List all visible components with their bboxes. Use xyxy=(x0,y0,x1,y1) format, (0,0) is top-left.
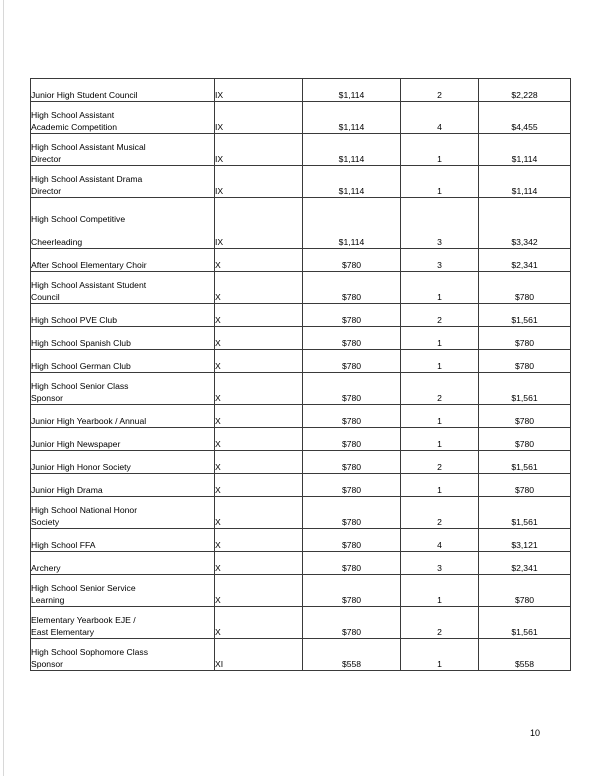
table-row xyxy=(31,79,571,102)
cell-activity xyxy=(31,451,215,474)
cell-total: $3,342 xyxy=(479,198,571,249)
cell-rate: $1,114 xyxy=(303,166,401,198)
activity-line: Archery xyxy=(31,562,61,573)
table-row xyxy=(31,529,571,552)
cell-activity xyxy=(31,474,215,497)
cell-rate: $1,114 xyxy=(303,134,401,166)
cell-activity xyxy=(31,575,215,607)
cell-level: X xyxy=(215,497,303,529)
cell-rate: $780 xyxy=(303,552,401,575)
cell-count: 1 xyxy=(401,166,479,198)
cell-count: 3 xyxy=(401,198,479,249)
table-row xyxy=(31,575,571,607)
cell-level: X xyxy=(215,575,303,607)
cell-total: $558 xyxy=(479,639,571,671)
activity-line: High School PVE Club xyxy=(31,314,117,325)
cell-count: 2 xyxy=(401,607,479,639)
cell-rate: $780 xyxy=(303,428,401,451)
activity-line: High School National Honor xyxy=(31,505,138,516)
cell-rate: $780 xyxy=(303,373,401,405)
cell-activity xyxy=(31,304,215,327)
cell-activity xyxy=(31,497,215,529)
cell-total: $780 xyxy=(479,474,571,497)
activity-line: High School Competitive xyxy=(31,214,126,225)
activity-line: Junior High Yearbook / Annual xyxy=(31,415,147,426)
activity-line: East Elementary xyxy=(31,626,95,637)
cell-activity xyxy=(31,79,215,102)
cell-level: X xyxy=(215,451,303,474)
cell-total: $780 xyxy=(479,428,571,451)
cell-level: XI xyxy=(215,639,303,671)
cell-level: X xyxy=(215,249,303,272)
cell-rate: $780 xyxy=(303,249,401,272)
cell-count: 2 xyxy=(401,304,479,327)
activity-line: Academic Competition xyxy=(31,121,117,132)
activity-line: High School FFA xyxy=(31,539,96,550)
cell-activity xyxy=(31,607,215,639)
cell-activity xyxy=(31,428,215,451)
table-row xyxy=(31,198,571,249)
cell-activity xyxy=(31,327,215,350)
cell-level: X xyxy=(215,428,303,451)
activity-line: Society xyxy=(31,516,60,527)
activity-line: Junior High Student Council xyxy=(31,89,138,100)
cell-rate: $780 xyxy=(303,607,401,639)
table-row xyxy=(31,451,571,474)
activity-line: High School Senior Service xyxy=(31,583,136,594)
cell-level: X xyxy=(215,272,303,304)
cell-level: X xyxy=(215,474,303,497)
cell-rate: $558 xyxy=(303,639,401,671)
cell-level: X xyxy=(215,350,303,373)
cell-total: $1,561 xyxy=(479,373,571,405)
cell-total: $780 xyxy=(479,405,571,428)
cell-count: 3 xyxy=(401,552,479,575)
cell-rate: $780 xyxy=(303,575,401,607)
cell-rate: $1,114 xyxy=(303,79,401,102)
cell-rate: $780 xyxy=(303,529,401,552)
cell-activity xyxy=(31,373,215,405)
cell-count: 1 xyxy=(401,428,479,451)
table-row xyxy=(31,327,571,350)
table-row xyxy=(31,405,571,428)
page-number-value: 10 xyxy=(529,728,540,738)
activity-line: Sponsor xyxy=(31,392,64,403)
activity-line: Director xyxy=(31,153,62,164)
cell-activity xyxy=(31,249,215,272)
cell-count: 2 xyxy=(401,497,479,529)
cell-rate: $1,114 xyxy=(303,198,401,249)
cell-rate: $780 xyxy=(303,405,401,428)
table-row xyxy=(31,428,571,451)
cell-level: X xyxy=(215,405,303,428)
activity-line: Director xyxy=(31,185,62,196)
cell-rate: $780 xyxy=(303,327,401,350)
activity-line: Junior High Newspaper xyxy=(31,438,121,449)
cell-rate: $780 xyxy=(303,451,401,474)
activity-line: High School Assistant xyxy=(31,110,115,121)
cell-total: $780 xyxy=(479,350,571,373)
cell-total: $780 xyxy=(479,575,571,607)
cell-total: $780 xyxy=(479,272,571,304)
extra-duty-stipend-table xyxy=(30,78,571,671)
cell-total: $2,228 xyxy=(479,79,571,102)
table-row xyxy=(31,134,571,166)
cell-rate: $780 xyxy=(303,272,401,304)
cell-rate: $780 xyxy=(303,304,401,327)
cell-count: 1 xyxy=(401,405,479,428)
cell-level: X xyxy=(215,552,303,575)
cell-total: $2,341 xyxy=(479,552,571,575)
cell-count: 1 xyxy=(401,134,479,166)
cell-count: 4 xyxy=(401,102,479,134)
cell-level: X xyxy=(215,529,303,552)
cell-activity xyxy=(31,639,215,671)
table-body xyxy=(31,79,571,671)
table-row xyxy=(31,272,571,304)
cell-level: X xyxy=(215,327,303,350)
activity-line: Cheerleading xyxy=(31,236,83,247)
cell-total: $3,121 xyxy=(479,529,571,552)
cell-level: IX xyxy=(215,198,303,249)
cell-count: 2 xyxy=(401,79,479,102)
cell-count: 1 xyxy=(401,639,479,671)
cell-rate: $1,114 xyxy=(303,102,401,134)
cell-activity xyxy=(31,552,215,575)
cell-count: 2 xyxy=(401,451,479,474)
table-row xyxy=(31,102,571,134)
cell-activity xyxy=(31,134,215,166)
activity-line: High School Assistant Student xyxy=(31,280,147,291)
cell-total: $1,114 xyxy=(479,166,571,198)
cell-activity xyxy=(31,405,215,428)
cell-count: 1 xyxy=(401,350,479,373)
cell-total: $2,341 xyxy=(479,249,571,272)
cell-level: X xyxy=(215,373,303,405)
cell-level: X xyxy=(215,607,303,639)
cell-rate: $780 xyxy=(303,350,401,373)
activity-line: High School Senior Class xyxy=(31,381,129,392)
cell-activity xyxy=(31,198,215,249)
cell-count: 1 xyxy=(401,327,479,350)
table-row xyxy=(31,552,571,575)
cell-level: IX xyxy=(215,134,303,166)
table-row xyxy=(31,249,571,272)
activity-line: Learning xyxy=(31,594,65,605)
activity-line: Sponsor xyxy=(31,658,64,669)
cell-activity xyxy=(31,102,215,134)
cell-count: 4 xyxy=(401,529,479,552)
cell-total: $1,114 xyxy=(479,134,571,166)
cell-activity xyxy=(31,166,215,198)
cell-level: IX xyxy=(215,102,303,134)
cell-total: $1,561 xyxy=(479,451,571,474)
cell-count: 1 xyxy=(401,575,479,607)
cell-count: 3 xyxy=(401,249,479,272)
table-row xyxy=(31,607,571,639)
table-row xyxy=(31,304,571,327)
cell-activity xyxy=(31,272,215,304)
cell-total: $780 xyxy=(479,327,571,350)
activity-line: After School Elementary Choir xyxy=(31,259,147,270)
activity-line: High School Spanish Club xyxy=(31,337,131,348)
cell-total: $1,561 xyxy=(479,304,571,327)
cell-level: IX xyxy=(215,166,303,198)
page-number-footer xyxy=(0,728,540,738)
cell-level: IX xyxy=(215,79,303,102)
activity-line: Junior High Drama xyxy=(31,484,103,495)
activity-line: Junior High Honor Society xyxy=(31,461,131,472)
cell-rate: $780 xyxy=(303,474,401,497)
activity-line: Elementary Yearbook EJE / xyxy=(31,615,136,626)
cell-total: $1,561 xyxy=(479,607,571,639)
cell-level: X xyxy=(215,304,303,327)
activity-line: High School Assistant Drama xyxy=(31,174,143,185)
table-row xyxy=(31,474,571,497)
cell-rate: $780 xyxy=(303,497,401,529)
cell-count: 1 xyxy=(401,272,479,304)
table-row xyxy=(31,639,571,671)
activity-line: High School Assistant Musical xyxy=(31,142,146,153)
cell-total: $1,561 xyxy=(479,497,571,529)
cell-count: 2 xyxy=(401,373,479,405)
table-row xyxy=(31,497,571,529)
activity-line: Council xyxy=(31,291,60,302)
table-row xyxy=(31,373,571,405)
page-edge-artifact xyxy=(3,0,4,776)
cell-total: $4,455 xyxy=(479,102,571,134)
cell-activity xyxy=(31,529,215,552)
table-row xyxy=(31,166,571,198)
cell-activity xyxy=(31,350,215,373)
table-row xyxy=(31,350,571,373)
activity-line: High School Sophomore Class xyxy=(31,647,149,658)
cell-count: 1 xyxy=(401,474,479,497)
activity-line: High School German Club xyxy=(31,360,131,371)
